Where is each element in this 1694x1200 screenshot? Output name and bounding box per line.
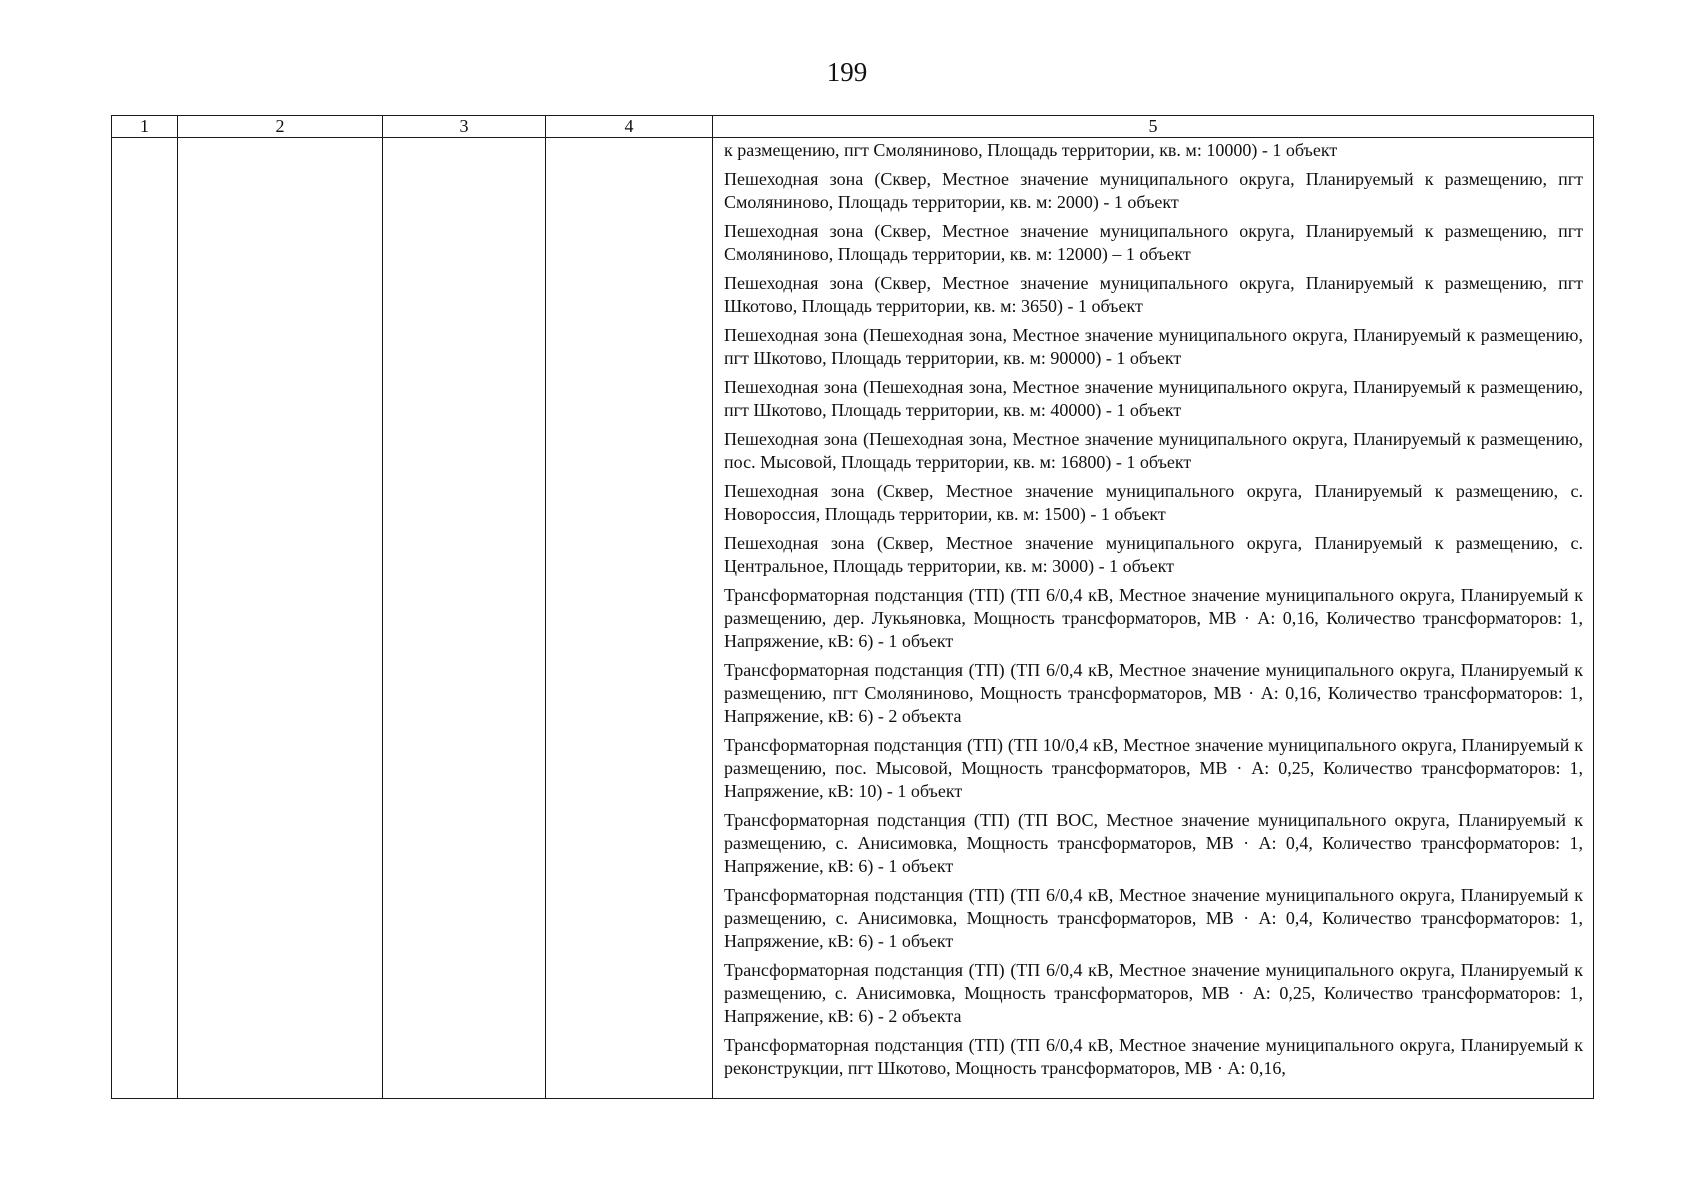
list-item: Трансформаторная подстанция (ТП) (ТП 6/0,4 кВ, Местное значение муниципального округа, Планируемый к реконструкции, пгт Шкотово, Мощность трансформаторов, МВ · А: 0,16, — [724, 1035, 1583, 1078]
table-row — [112, 138, 1594, 1099]
list-item: Пешеходная зона (Пешеходная зона, Местное значение муниципального округа, Планируемый к размещению, пгт Шкотово, Площадь территории, кв. м: 40000) - 1 объект — [724, 377, 1583, 420]
table-body — [112, 138, 1594, 1099]
column-header-5: 5 — [713, 116, 1594, 138]
list-item: Пешеходная зона (Пешеходная зона, Местное значение муниципального округа, Планируемый к размещению, пос. Мысовой, Площадь территории, кв. м: 16800) - 1 объект — [724, 429, 1583, 472]
list-item: Трансформаторная подстанция (ТП) (ТП 6/0,4 кВ, Местное значение муниципального округа, Планируемый к размещению, с. Анисимовка, Мощность трансформаторов, МВ · А: 0,25, Количество трансформаторов: 1, Напряжение, кВ: 6) - 2 объекта — [724, 960, 1583, 1026]
list-item: к размещению, пгт Смоляниново, Площадь территории, кв. м: 10000) - 1 объект — [724, 140, 1338, 160]
list-item: Пешеходная зона (Сквер, Местное значение муниципального округа, Планируемый к размещению, пгт Шкотово, Площадь территории, кв. м: 3650) - 1 объект — [724, 273, 1583, 316]
list-item: Пешеходная зона (Пешеходная зона, Местное значение муниципального округа, Планируемый к размещению, пгт Шкотово, Площадь территории, кв. м: 90000) - 1 объект — [724, 325, 1583, 368]
cell-col-2 — [178, 138, 383, 1099]
table-header — [112, 116, 1594, 138]
list-item: Пешеходная зона (Сквер, Местное значение муниципального округа, Планируемый к размещению, с. Новороссия, Площадь территории, кв. м: 1500) - 1 объект — [724, 481, 1583, 524]
entries-list — [713, 138, 1593, 1098]
cell-col-3 — [383, 138, 546, 1099]
column-header-2: 2 — [178, 116, 383, 138]
column-header-4: 4 — [546, 116, 713, 138]
list-item: Трансформаторная подстанция (ТП) (ТП 6/0,4 кВ, Местное значение муниципального округа, Планируемый к размещению, дер. Лукьяновка, Мощность трансформаторов, МВ · А: 0,16, Количество трансформаторов: 1, Напряжение, кВ: 6) - 1 объект — [724, 585, 1583, 651]
list-item: Пешеходная зона (Сквер, Местное значение муниципального округа, Планируемый к размещению, пгт Смоляниново, Площадь территории, кв. м: 12000) – 1 объект — [724, 221, 1583, 264]
column-header-3: 3 — [383, 116, 546, 138]
cell-col-5 — [713, 138, 1594, 1099]
header-row — [112, 116, 1594, 138]
list-item: Пешеходная зона (Сквер, Местное значение муниципального округа, Планируемый к размещению, с. Центральное, Площадь территории, кв. м: 3000) - 1 объект — [724, 533, 1583, 576]
cell-col-1 — [112, 138, 178, 1099]
list-item: Трансформаторная подстанция (ТП) (ТП 6/0,4 кВ, Местное значение муниципального округа, Планируемый к размещению, с. Анисимовка, Мощность трансформаторов, МВ · А: 0,4, Количество трансформаторов: 1, Напряжение, кВ: 6) - 1 объект — [724, 885, 1583, 951]
list-item: Трансформаторная подстанция (ТП) (ТП 10/0,4 кВ, Местное значение муниципального округа, Планируемый к размещению, пос. Мысовой, Мощность трансформаторов, МВ · А: 0,25, Количество трансформаторов: 1, Напряжение, кВ: 10) - 1 объект — [724, 735, 1583, 801]
list-item: Пешеходная зона (Сквер, Местное значение муниципального округа, Планируемый к размещению, пгт Смоляниново, Площадь территории, кв. м: 2000) - 1 объект — [724, 169, 1583, 212]
data-table — [111, 115, 1594, 1099]
page-number: 199 — [826, 57, 868, 87]
list-item: Трансформаторная подстанция (ТП) (ТП 6/0,4 кВ, Местное значение муниципального округа, Планируемый к размещению, пгт Смоляниново, Мощность трансформаторов, МВ · А: 0,16, Количество трансформаторов: 1, Напряжение, кВ: 6) - 2 объекта — [724, 660, 1583, 726]
list-item: Трансформаторная подстанция (ТП) (ТП ВОС, Местное значение муниципального округа, Планируемый к размещению, с. Анисимовка, Мощность трансформаторов, МВ · А: 0,4, Количество трансформаторов: 1, Напряжение, кВ: 6) - 1 объект — [724, 810, 1583, 876]
column-header-1: 1 — [112, 116, 178, 138]
cell-col-4 — [546, 138, 713, 1099]
